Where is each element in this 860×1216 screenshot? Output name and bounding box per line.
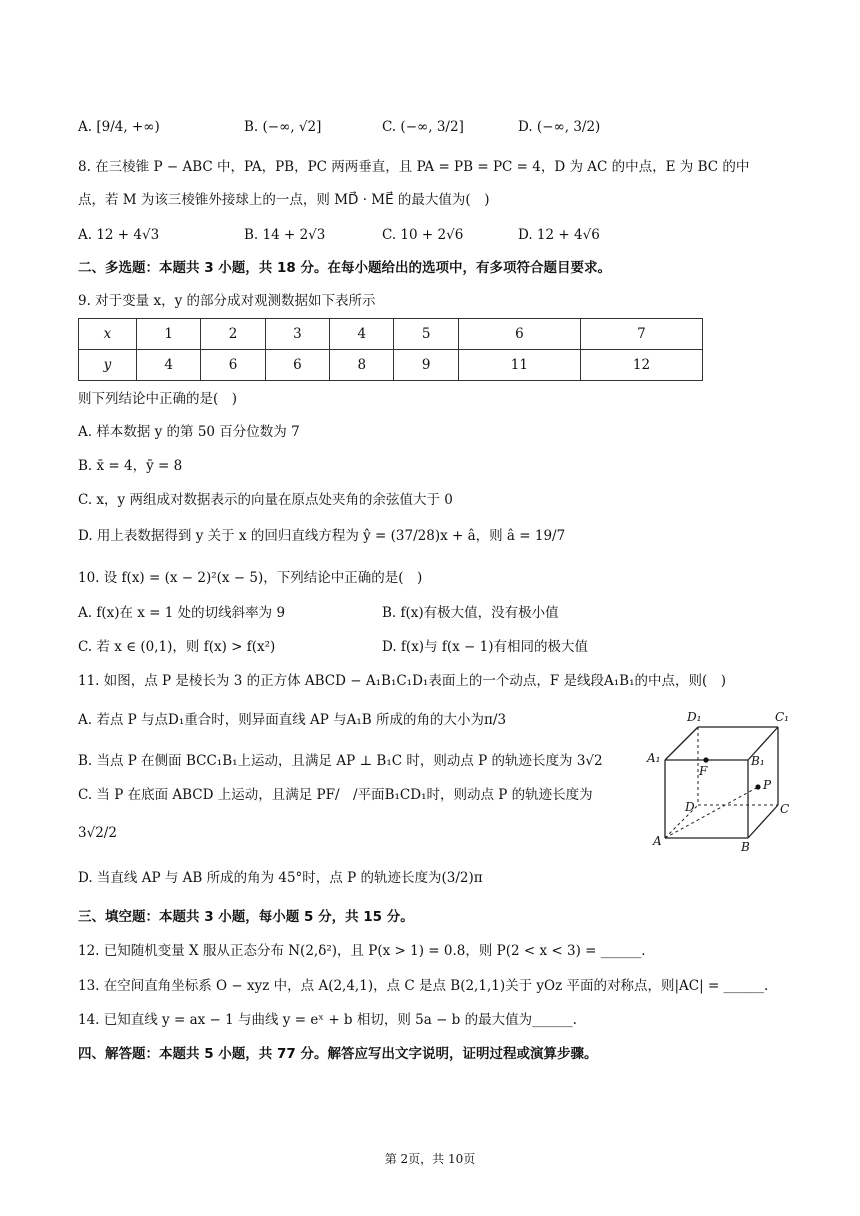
label-p: P (763, 778, 772, 792)
table-header-x: x (79, 319, 137, 350)
table-cell: 6 (201, 350, 265, 381)
label-d: D (685, 800, 695, 814)
table-cell: 4 (330, 319, 394, 350)
table-cell: 11 (458, 350, 580, 381)
q9-option-c: C. x，y 两组成对数据表示的向量在原点处夹角的余弦值大于 0 (78, 492, 453, 508)
q11-option-c-line1: C. 当 P 在底面 ABCD 上运动，且满足 PF/ /平面B₁CD₁时，则动点 P 的轨迹长度为 (78, 787, 593, 803)
table-cell: 9 (394, 350, 458, 381)
point-p (755, 784, 760, 789)
q9-option-b: B. x̄ = 4，ȳ = 8 (78, 458, 183, 474)
q9-option-d: D. 用上表数据得到 y 关于 x 的回归直线方程为 ŷ = (37/28)x + â，则 â = 19/7 (78, 528, 566, 544)
dashed-segment-a-p (665, 787, 758, 838)
observation-table (78, 318, 703, 381)
cube-figure (645, 705, 795, 855)
label-b1: B₁ (751, 754, 765, 768)
section-heading-multiple-choice: 二、多选题：本题共 3 小题，共 18 分。在每小题给出的选项中，有多项符合题目要求。 (78, 260, 611, 276)
q8-option-d: D. 12 + 4√6 (518, 227, 600, 243)
table-cell: 6 (458, 319, 580, 350)
q11-stem: 11. 如图，点 P 是棱长为 3 的正方体 ABCD − A₁B₁C₁D₁表面上的一个动点，F 是线段A₁B₁的中点，则( ) (78, 673, 727, 689)
edge-a1-d1 (665, 727, 698, 760)
edge-b-c (748, 805, 778, 838)
label-a: A (653, 834, 662, 848)
label-d1: D₁ (687, 710, 702, 724)
q8-option-a: A. 12 + 4√3 (78, 227, 160, 243)
section-heading-solutions: 四、解答题：本题共 5 小题，共 77 分。解答应写出文字说明，证明过程或演算步骤。 (78, 1046, 598, 1062)
q11-option-d: D. 当直线 AP 与 AB 所成的角为 45°时，点 P 的轨迹长度为(3/2)π (78, 870, 483, 886)
q10-option-c: C. 若 x ∈ (0,1)，则 f(x) > f(x²) (78, 639, 276, 655)
section-heading-fill-in: 三、填空题：本题共 3 小题，每小题 5 分，共 15 分。 (78, 909, 414, 925)
q8-stem-line2: 点，若 M 为该三棱锥外接球上的一点，则 MD⃗ · ME⃗ 的最大值为( ) (78, 192, 490, 208)
label-f: F (699, 764, 708, 778)
q10-stem: 10. 设 f(x) = (x − 2)²(x − 5)，下列结论中正确的是( ) (78, 570, 423, 586)
table-cell: 2 (201, 319, 265, 350)
q7-option-c: C. (−∞, 3/2] (382, 119, 464, 135)
q10-option-a: A. f(x)在 x = 1 处的切线斜率为 9 (78, 605, 286, 621)
label-b: B (741, 840, 750, 854)
q11-option-b: B. 当点 P 在侧面 BCC₁B₁上运动，且满足 AP ⊥ B₁C 时，则动点 P 的轨迹长度为 3√2 (78, 753, 603, 769)
table-row-y (79, 350, 703, 381)
q13-text: 13. 在空间直角坐标系 O − xyz 中，点 A(2,4,1)，点 C 是点 B(2,1,1)关于 yOz 平面的对称点，则|AC| = ______. (78, 978, 769, 994)
label-c1: C₁ (775, 710, 789, 724)
table-cell: 7 (580, 319, 702, 350)
table-cell: 6 (265, 350, 329, 381)
q7-option-d: D. (−∞, 3/2) (518, 119, 601, 135)
point-f (703, 757, 708, 762)
table-cell: 5 (394, 319, 458, 350)
table-cell: 8 (330, 350, 394, 381)
table-row-x (79, 319, 703, 350)
q11-option-a: A. 若点 P 与点D₁重合时，则异面直线 AP 与A₁B 所成的角的大小为π/3 (78, 712, 507, 728)
q10-option-d: D. f(x)与 f(x − 1)有相同的极大值 (382, 639, 588, 655)
q8-option-b: B. 14 + 2√3 (244, 227, 326, 243)
table-cell: 1 (136, 319, 200, 350)
q9-stem: 9. 对于变量 x，y 的部分成对观测数据如下表所示 (78, 293, 376, 309)
q12-text: 12. 已知随机变量 X 服从正态分布 N(2,δ²)，且 P(x > 1) = 0.8，则 P(2 < x < 3) = ______. (78, 943, 646, 959)
q9-option-a: A. 样本数据 y 的第 50 百分位数为 7 (78, 424, 300, 440)
q14-text: 14. 已知直线 y = ax − 1 与曲线 y = eˣ + b 相切，则 5a − b 的最大值为______. (78, 1012, 577, 1028)
q9-prompt: 则下列结论中正确的是( ) (78, 391, 238, 407)
q8-option-c: C. 10 + 2√6 (382, 227, 464, 243)
q10-option-b: B. f(x)有极大值，没有极小值 (382, 605, 559, 621)
table-header-y: y (79, 350, 137, 381)
table-cell: 3 (265, 319, 329, 350)
table-cell: 4 (136, 350, 200, 381)
table-cell: 12 (580, 350, 702, 381)
q11-option-c-line2: 3√2/2 (78, 825, 117, 841)
label-a1: A₁ (647, 751, 661, 765)
label-c: C (780, 802, 790, 816)
page-footer: 第 2页，共 10页 (384, 1152, 476, 1166)
q7-option-b: B. (−∞, √2] (244, 119, 322, 135)
q8-stem-line1: 8. 在三棱锥 P − ABC 中，PA，PB，PC 两两垂直，且 PA = PB = PC = 4，D 为 AC 的中点，E 为 BC 的中 (78, 159, 750, 175)
q7-option-a: A. [9/4, +∞) (78, 119, 160, 135)
